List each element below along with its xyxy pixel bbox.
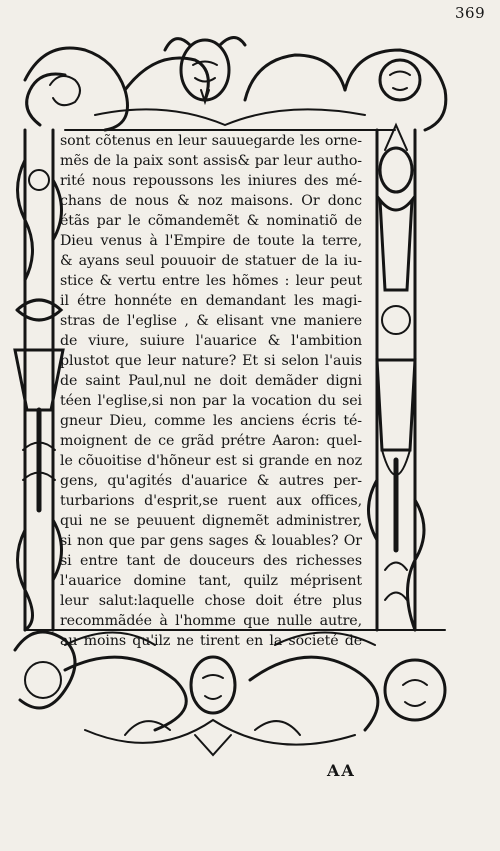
text-line: le cõuoitise d'hõneur est si grande en noz [60, 453, 362, 469]
page-number: 369 [455, 4, 486, 22]
text-line: si non que par gens sages & louables? Or [60, 533, 362, 549]
text-line: si entre tant de douceurs des richesses [60, 553, 362, 569]
main-text [60, 131, 362, 651]
text-line: & ayans seul pouuoir de statuer de la iu- [60, 253, 362, 269]
text-line: recommãdée à l'homme que nulle autre, [60, 613, 362, 629]
text-line: au moins qu'ilz ne tirent en la societé de [60, 633, 362, 649]
text-line: Dieu venus à l'Empire de toute la terre, [60, 233, 362, 249]
left-border-ornament [15, 130, 63, 630]
text-line: de viure, suiure l'auarice & l'ambition [60, 333, 362, 349]
text-line: téen l'eglise,si non par la vocation du sei [60, 393, 362, 409]
text-line: mẽs de la paix sont assis& par leur autho- [60, 153, 362, 169]
text-line: moignent de ce grãd prétre Aaron: quel- [60, 433, 362, 449]
text-line: plustot que leur nature? Et si selon l'auis [60, 353, 362, 369]
text-line: il étre honnéte en demandant les magi- [60, 293, 362, 309]
text-line: l'auarice domine tant, quilz méprisent [60, 573, 362, 589]
text-line: gens, qu'agités d'auarice & autres per- [60, 473, 362, 489]
text-line: stras de l'eglise , & elisant vne maniere [60, 313, 362, 329]
signature-mark: AA [327, 761, 356, 780]
text-line: turbarions d'esprit,se ruent aux offices, [60, 493, 362, 509]
text-line: étãs par le cõmandemẽt & nominatiõ de [60, 213, 362, 229]
text-line: stice & vertu entre les hõmes : leur peut [60, 273, 362, 289]
text-line: chans de nous & noz maisons. Or donc [60, 193, 362, 209]
top-border-ornament [25, 38, 446, 131]
right-border-ornament [369, 125, 425, 630]
text-line: qui ne se peuuent dignemẽt administrer, [60, 513, 362, 529]
text-line: sont cõtenus en leur sauuegarde les orne- [60, 133, 362, 149]
text-line: rité nous repoussons les iniures des mé- [60, 173, 362, 189]
text-line: gneur Dieu, comme les anciens écris té- [60, 413, 362, 429]
text-line: de saint Paul,nul ne doit demãder digni [60, 373, 362, 389]
text-line: leur salut:laquelle chose doit étre plus [60, 593, 362, 609]
